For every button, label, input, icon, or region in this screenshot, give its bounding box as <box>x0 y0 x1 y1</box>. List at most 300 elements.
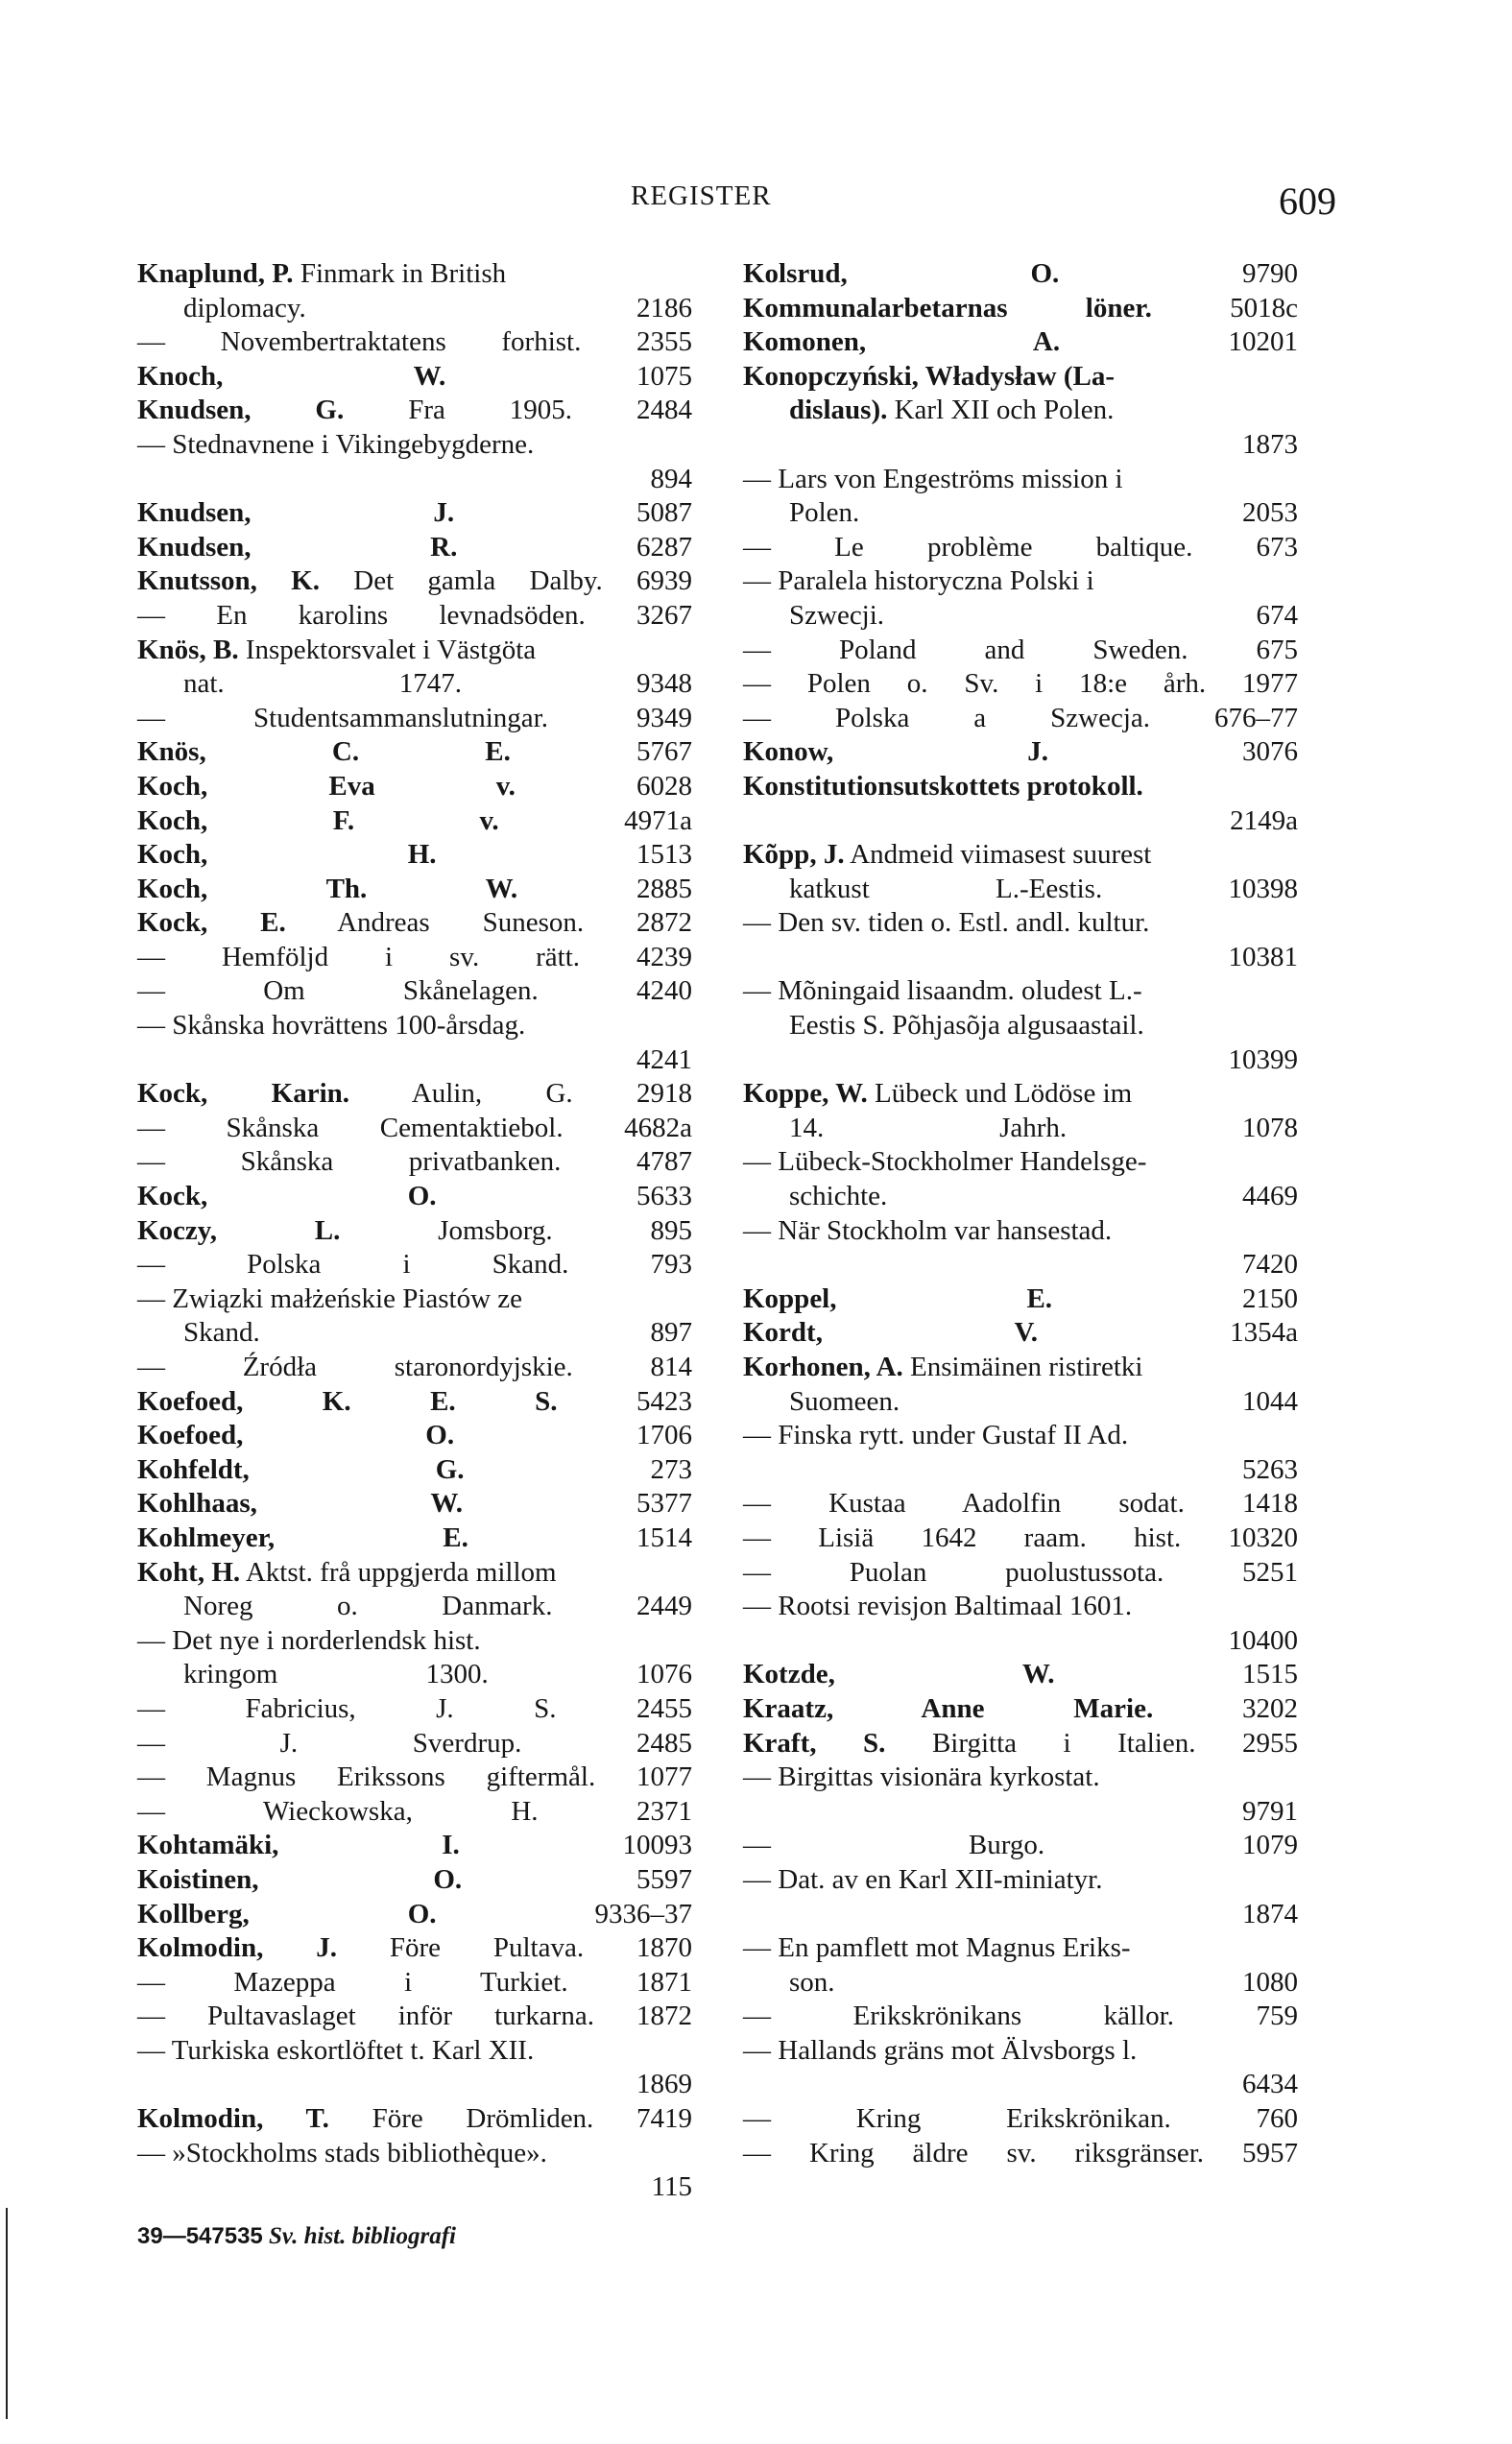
entry-number: 2355 <box>636 326 693 358</box>
entry-number: 6287 <box>636 531 693 563</box>
entry-title: — Dat. av en Karl XII-miniatyr. <box>743 1863 1103 1895</box>
entry-line <box>743 2137 1298 2171</box>
entry-title: — Birgittas visionära kyrkostat. <box>743 1761 1100 1793</box>
entry-number: 9336–37 <box>594 1898 692 1929</box>
entry-line <box>137 1009 692 1043</box>
index-column-right <box>743 257 1298 2170</box>
entry-number: 2150 <box>1242 1282 1298 1314</box>
entry-title: — Mõningaid lisaandm. oludest L.- <box>743 975 1142 1007</box>
index-entry <box>743 838 1298 906</box>
entry-author: Kohtamäki, I. <box>137 1830 460 1861</box>
entry-number: 7419 <box>636 2103 692 2135</box>
index-entry <box>137 2034 692 2102</box>
entry-number: 10201 <box>1228 326 1298 358</box>
entry-author: Knaplund, P. <box>137 258 294 289</box>
index-entry <box>137 1761 692 1795</box>
entry-number: 4241 <box>636 1043 692 1075</box>
index-entry <box>137 974 692 1009</box>
entry-line <box>137 496 692 531</box>
entry-number: 673 <box>1256 531 1299 563</box>
entry-number: 3076 <box>1242 736 1298 768</box>
index-entry <box>743 531 1298 565</box>
entry-continuation <box>743 394 1298 428</box>
index-entry <box>743 1727 1298 1761</box>
entry-line <box>137 1829 692 1863</box>
index-entry <box>137 2102 692 2137</box>
entry-number: 6028 <box>636 770 692 802</box>
index-entry <box>137 1795 692 1830</box>
entry-line <box>137 941 692 975</box>
entry-number: 10320 <box>1228 1522 1299 1553</box>
entry-title: — Skånska hovrättens 100-årsdag. <box>137 1010 526 1042</box>
entry-number: 7420 <box>1242 1249 1298 1281</box>
index-entry <box>743 1282 1298 1317</box>
index-entry <box>743 1522 1298 1556</box>
index-entry <box>743 702 1298 736</box>
entry-title: — Finska rytt. under Gustaf II Ad. <box>743 1420 1129 1451</box>
entry-number: 5633 <box>636 1181 692 1212</box>
entry-title: — Lisiä 1642 raam. hist. <box>743 1522 1182 1553</box>
entry-line <box>137 1795 692 1830</box>
entry-number: 2371 <box>636 1795 693 1827</box>
index-entry <box>137 325 692 360</box>
entry-number: 2455 <box>636 1692 693 1724</box>
entry-title: — Źródła staronordyjskie. <box>137 1352 573 1382</box>
index-entry <box>743 1658 1298 1692</box>
entry-line <box>137 1351 692 1385</box>
entry-line <box>743 974 1298 1009</box>
entry-continuation-text: nat. 1747. <box>183 668 462 700</box>
index-entry <box>743 360 1298 463</box>
entry-title: — Rootsi revisjon Baltimaal 1601. <box>743 1591 1133 1622</box>
entry-line <box>743 1316 1298 1351</box>
entry-line <box>137 702 692 736</box>
entry-line <box>137 360 692 395</box>
entry-number: 895 <box>650 1214 692 1246</box>
entry-author: Kollberg, O. <box>137 1898 437 1929</box>
entry-author: Koppel, E. <box>743 1282 1053 1314</box>
entry-line <box>743 2034 1298 2069</box>
index-entry <box>137 2137 692 2205</box>
index-entry <box>137 1385 692 1420</box>
index-entry <box>743 1145 1298 1213</box>
entry-title: — Turkiska eskortlöftet t. Karl XII. <box>137 2034 535 2066</box>
entry-number: 5377 <box>636 1488 692 1520</box>
entry-author: Kohlhaas, W. <box>137 1488 463 1520</box>
index-entry <box>137 1898 692 1932</box>
entry-number: 1871 <box>636 1966 692 1998</box>
entry-line <box>137 1727 692 1761</box>
entry-number: 2053 <box>1242 497 1298 529</box>
index-entry <box>137 1009 692 1077</box>
entry-continuation-text: Skand. <box>183 1317 260 1349</box>
entry-line <box>137 1692 692 1727</box>
index-entry <box>137 1077 692 1112</box>
entry-title: — »Stockholms stads bibliothèque». <box>137 2137 547 2168</box>
entry-author: Koefoed, O. <box>137 1420 455 1451</box>
entry-title: Jomsborg. <box>438 1214 553 1246</box>
entry-line <box>137 770 692 804</box>
entry-line <box>743 2102 1298 2137</box>
entry-line <box>137 974 692 1009</box>
entry-number: 5957 <box>1242 2137 1299 2168</box>
entry-number: 2955 <box>1242 1727 1298 1759</box>
entry-title: — Skånska Cementaktiebol. <box>137 1112 564 1143</box>
index-entry <box>137 838 692 873</box>
index-entry <box>743 1863 1298 1931</box>
index-entry <box>137 531 692 565</box>
entry-author-continuation: dislaus). <box>789 395 888 426</box>
entry-title: — Paralela historyczna Polski i <box>743 565 1094 597</box>
entry-number: 10093 <box>622 1830 692 1861</box>
index-entry <box>137 1829 692 1863</box>
entry-number: 2918 <box>636 1078 693 1110</box>
index-entry <box>743 564 1298 633</box>
entry-title: — Polska a Szwecja. <box>743 702 1151 733</box>
entry-line <box>137 804 692 839</box>
entry-author: Kommunalarbetarnas löner. <box>743 292 1152 323</box>
entry-continuation <box>137 1590 692 1624</box>
entry-title: — J. Sverdrup. <box>137 1727 522 1759</box>
entry-number: 1977 <box>1242 668 1299 700</box>
index-column-left <box>137 257 692 2205</box>
entry-number: 1418 <box>1242 1488 1299 1520</box>
entry-line <box>743 325 1298 360</box>
entry-line <box>743 564 1298 599</box>
entry-continuation-text: kringom 1300. <box>183 1659 489 1690</box>
index-entry <box>743 1419 1298 1487</box>
entry-line <box>743 1556 1298 1591</box>
entry-number: 1080 <box>1242 1966 1298 1998</box>
index-entry <box>743 292 1298 326</box>
entry-line <box>137 1112 692 1146</box>
entry-number: 1354a <box>1230 1317 1298 1349</box>
entry-continuation-text: diplomacy. <box>183 292 306 323</box>
index-entry <box>137 1112 692 1146</box>
entry-continuation-text: Noreg o. Danmark. <box>183 1591 553 1622</box>
entry-author: Knutsson, K. <box>137 565 320 597</box>
entry-author: Kolmodin, T. <box>137 2103 329 2135</box>
entry-number: 10400 <box>1228 1624 1298 1656</box>
entry-title: — Związki małżeńskie Piastów ze <box>137 1282 523 1314</box>
entry-title: — Poland and Sweden. <box>743 634 1188 665</box>
entry-author: Knudsen, R. <box>137 531 458 563</box>
page-number: 609 <box>1279 180 1336 223</box>
entry-title: — Skånska privatbanken. <box>137 1146 562 1178</box>
entry-number: 3202 <box>1242 1692 1298 1724</box>
entry-number: 5767 <box>636 736 693 768</box>
entry-title: — Hallands gräns mot Älvsborgs l. <box>743 2034 1138 2066</box>
entry-number: 793 <box>650 1249 693 1281</box>
entry-title: — Lars von Engeströms mission i <box>743 463 1123 494</box>
entry-author: Kotzde, W. <box>743 1659 1055 1690</box>
entry-line <box>137 531 692 565</box>
entry-title: — Den sv. tiden o. Estl. andl. kultur. <box>743 907 1150 939</box>
entry-number: 10399 <box>1228 1043 1298 1075</box>
entry-author: Koppe, W. <box>743 1078 868 1110</box>
entry-number: 4787 <box>636 1146 693 1178</box>
entry-line <box>743 1351 1298 1385</box>
entry-number: 9790 <box>1242 258 1298 289</box>
entry-title: Inspektorsvalet i Västgöta <box>245 634 537 665</box>
index-entry <box>137 1863 692 1898</box>
index-entry <box>743 2000 1298 2034</box>
entry-title: — Om Skånelagen. <box>137 975 539 1007</box>
entry-line <box>137 906 692 941</box>
entry-author: Kock, O. <box>137 1181 437 1212</box>
index-entry <box>743 1590 1298 1658</box>
entry-title: — Kustaa Aadolfin sodat. <box>743 1488 1185 1520</box>
entry-line <box>137 2137 692 2171</box>
entry-line <box>743 667 1298 702</box>
index-entry <box>137 1248 692 1282</box>
entry-title: Ensimäinen ristiretki <box>910 1352 1143 1382</box>
entry-title: Aktst. frå uppgjerda millom <box>245 1556 557 1588</box>
entry-number: 5597 <box>636 1863 692 1895</box>
entry-number: 2149a <box>1230 804 1298 836</box>
entry-title: — Erikskrönikans källor. <box>743 2001 1174 2032</box>
entry-title: Före Drömliden. <box>372 2103 594 2135</box>
entry-line <box>137 325 692 360</box>
entry-number: 894 <box>650 463 692 494</box>
entry-number: 2872 <box>636 907 692 939</box>
entry-number: 2885 <box>636 873 692 904</box>
entry-number: 1514 <box>636 1522 692 1553</box>
entry-number: 2485 <box>636 1727 693 1759</box>
entry-line <box>743 1727 1298 1761</box>
index-entry <box>137 1214 692 1249</box>
entry-number: 4682a <box>624 1112 692 1143</box>
entry-title: Andreas Suneson. <box>337 907 585 939</box>
entry-number: 1078 <box>1242 1112 1298 1143</box>
entry-line <box>743 1419 1298 1453</box>
entry-line <box>137 1487 692 1522</box>
entry-title: — När Stockholm var hansestad. <box>743 1214 1113 1246</box>
entry-number: 4469 <box>1242 1181 1298 1212</box>
entry-author: Konow, J. <box>743 736 1049 768</box>
entry-title: — Kring Erikskrönikan. <box>743 2103 1171 2135</box>
entry-title: — Magnus Erikssons giftermål. <box>137 1761 596 1793</box>
entry-line <box>743 770 1298 804</box>
index-entry <box>137 496 692 531</box>
entry-line <box>743 906 1298 941</box>
entry-number: 1706 <box>636 1420 692 1451</box>
index-entry <box>137 1624 692 1692</box>
entry-title: — Hemföljd i sv. rätt. <box>137 941 581 972</box>
entry-title: — Polen o. Sv. i 18:e årh. <box>743 668 1207 700</box>
index-entry <box>743 1829 1298 1863</box>
entry-number: 9349 <box>636 702 692 733</box>
entry-line <box>137 1180 692 1214</box>
entry-number: 4239 <box>636 941 692 972</box>
index-entry <box>137 1453 692 1488</box>
entry-line <box>743 531 1298 565</box>
index-entry <box>743 667 1298 702</box>
entry-author: Koht, H. <box>137 1556 241 1588</box>
entry-number: 273 <box>650 1453 692 1485</box>
entry-author: Kock, E. <box>137 907 286 939</box>
index-entry <box>137 1931 692 1966</box>
entry-author: Koch, Eva v. <box>137 770 516 802</box>
entry-number: 676–77 <box>1214 702 1298 733</box>
entry-line <box>137 2034 692 2069</box>
index-entry <box>743 735 1298 770</box>
entry-line <box>137 838 692 873</box>
entry-number: 10381 <box>1228 941 1298 972</box>
index-entry <box>137 428 692 496</box>
entry-title: — En karolins levnadsöden. <box>137 599 586 631</box>
entry-line <box>137 257 692 292</box>
entry-line <box>137 1145 692 1180</box>
index-entry <box>137 1727 692 1761</box>
index-entry <box>743 463 1298 531</box>
index-entry <box>137 941 692 975</box>
entry-author: Kolmodin, J. <box>137 1932 337 1964</box>
index-entry <box>137 2000 692 2034</box>
entry-continuation <box>137 1658 692 1692</box>
index-entry <box>743 1351 1298 1419</box>
entry-line <box>137 1624 692 1659</box>
entry-line <box>743 1522 1298 1556</box>
entry-line <box>743 1145 1298 1180</box>
entry-number: 2449 <box>636 1591 693 1622</box>
entry-line <box>137 2000 692 2034</box>
entry-title: — En pamflett mot Magnus Eriks- <box>743 1932 1131 1964</box>
entry-line <box>137 428 692 463</box>
index-entry <box>743 1487 1298 1522</box>
entry-continuation <box>743 1112 1298 1146</box>
entry-title: Aulin, G. <box>411 1078 573 1110</box>
entry-title: — Stednavnene i Vikingebygderne. <box>137 428 535 460</box>
index-entry <box>137 360 692 395</box>
index-entry <box>137 1419 692 1453</box>
running-header-title: REGISTER <box>631 180 772 211</box>
entry-number: 6939 <box>636 565 693 597</box>
entry-number: 9791 <box>1242 1795 1298 1827</box>
footer-signature-code: 39—547535 <box>137 2223 263 2249</box>
entry-number: 1079 <box>1242 1830 1298 1861</box>
index-entry <box>743 634 1298 668</box>
entry-line <box>137 1214 692 1249</box>
entry-line <box>743 1931 1298 1966</box>
index-entry <box>743 325 1298 360</box>
entry-author: Knudsen, J. <box>137 497 455 529</box>
entry-author: Knudsen, G. <box>137 395 345 426</box>
entry-continuation <box>137 1316 692 1351</box>
index-entry <box>743 1931 1298 2000</box>
entry-author: Kohlmeyer, E. <box>137 1522 468 1553</box>
index-entry <box>137 599 692 634</box>
entry-number: 5251 <box>1242 1556 1298 1588</box>
entry-line <box>743 735 1298 770</box>
entry-title: — Le problème baltique. <box>743 531 1193 563</box>
entry-continuation <box>743 1966 1298 2001</box>
entry-continuation <box>137 292 692 326</box>
entry-line <box>137 1966 692 2001</box>
index-entry <box>743 1214 1298 1282</box>
index-entry <box>137 634 692 702</box>
index-entry <box>743 1556 1298 1591</box>
index-entry <box>137 257 692 325</box>
index-entry <box>743 906 1298 974</box>
entry-title: Birgitta i Italien. <box>931 1727 1196 1759</box>
entry-line <box>137 1453 692 1488</box>
entry-number: 814 <box>650 1352 692 1382</box>
index-entry <box>743 2137 1298 2171</box>
entry-number: 1076 <box>636 1659 692 1690</box>
entry-line <box>137 394 692 428</box>
entry-line <box>743 1658 1298 1692</box>
entry-line <box>743 257 1298 292</box>
entry-number: 10398 <box>1228 873 1299 904</box>
entry-line <box>137 1282 692 1317</box>
entry-number: 2186 <box>636 292 692 323</box>
entry-continuation <box>743 496 1298 531</box>
entry-number: 1513 <box>636 839 692 871</box>
entry-continuation <box>137 667 692 702</box>
entry-line <box>743 1077 1298 1112</box>
entry-continuation <box>743 1385 1298 1420</box>
entry-line <box>743 1282 1298 1317</box>
entry-continuation-text: Suomeen. <box>789 1385 900 1417</box>
entry-line <box>743 702 1298 736</box>
entry-line <box>743 292 1298 326</box>
entry-author: Koistinen, O. <box>137 1863 463 1895</box>
entry-author: Kohfeldt, G. <box>137 1453 465 1485</box>
entry-number: 1077 <box>636 1761 693 1793</box>
index-entry <box>137 1282 692 1351</box>
entry-number: 760 <box>1256 2103 1298 2135</box>
entry-line <box>137 1077 692 1112</box>
entry-number: 1515 <box>1242 1659 1298 1690</box>
entry-author: Kock, Karin. <box>137 1078 350 1110</box>
entry-author: Kordt, V. <box>743 1317 1039 1349</box>
entry-line <box>743 1863 1298 1898</box>
entry-continuation-text: Szwecji. <box>789 599 885 631</box>
entry-title: Finmark in British <box>300 258 507 289</box>
entry-line <box>743 463 1298 497</box>
entry-continuation-text: katkust L.-Eestis. <box>789 873 1103 904</box>
entry-author: Knös, C. E. <box>137 736 511 768</box>
entry-title: — Polska i Skand. <box>137 1249 569 1281</box>
index-entry <box>743 1692 1298 1727</box>
entry-line <box>137 564 692 599</box>
entry-number: 4971a <box>624 804 692 836</box>
entry-continuation-text: son. <box>789 1966 835 1998</box>
entry-line <box>743 1214 1298 1249</box>
entry-title: — Wieckowska, H. <box>137 1795 539 1827</box>
entry-author: Koch, F. v. <box>137 804 499 836</box>
entry-title: Det gamla Dalby. <box>353 565 603 597</box>
entry-author: Koch, H. <box>137 839 437 871</box>
entry-number: 6434 <box>1242 2069 1298 2100</box>
entry-line <box>137 1419 692 1453</box>
page-footer <box>137 2223 456 2250</box>
footer-source-title: Sv. hist. bibliografi <box>269 2223 456 2249</box>
entry-number: 1870 <box>636 1932 692 1964</box>
entry-number: 5263 <box>1242 1453 1298 1485</box>
entry-number: 9348 <box>636 668 692 700</box>
entry-title: — Fabricius, J. S. <box>137 1692 557 1724</box>
entry-continuation <box>743 1180 1298 1214</box>
entry-line <box>743 1487 1298 1522</box>
entry-number: 1873 <box>1242 428 1298 460</box>
entry-title: — Lübeck-Stockholmer Handelsge- <box>743 1146 1147 1178</box>
entry-author: Kõpp, J. <box>743 839 845 871</box>
entry-number: 2484 <box>636 395 692 426</box>
entry-author: Konstitutionsutskottets protokoll. <box>743 770 1143 802</box>
index-entry <box>743 1077 1298 1145</box>
